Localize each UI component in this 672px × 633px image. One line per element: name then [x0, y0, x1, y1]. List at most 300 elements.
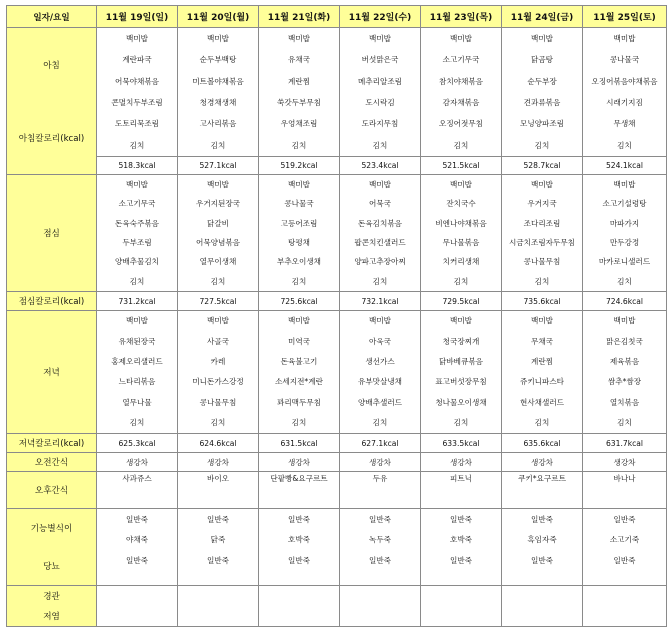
breakfast-menu-cell — [97, 28, 178, 157]
menu-item: 느타리볶음 — [118, 377, 156, 387]
menu-item: 녹두죽 — [368, 535, 391, 545]
menu-item: 참치야채볶음 — [438, 76, 483, 86]
menu-item: 카레 — [210, 357, 226, 367]
menu-item: 도라지무침 — [361, 119, 399, 129]
calorie-text: 727.5kcal — [199, 296, 237, 306]
empty-cell — [583, 586, 667, 627]
am-snack-cell — [340, 453, 421, 472]
menu-item: 쑥갓두부무침 — [276, 97, 321, 107]
menu-item: 유부맛살냉채 — [357, 377, 402, 387]
calorie-value — [421, 292, 502, 311]
diabetes-label-text: 당뇨 — [43, 562, 60, 572]
menu-item: 소세지전*계란 — [275, 377, 323, 387]
lunch-cal-label-text: 점심칼로리(kcal) — [18, 297, 85, 307]
calorie-value — [259, 292, 340, 311]
menu-item: 우엉채조림 — [280, 119, 318, 129]
lunch-menu-cell — [97, 175, 178, 292]
menu-item: 소고기무국 — [442, 55, 480, 65]
menu-item: 열치볶음 — [609, 397, 640, 407]
corner-text: 일자/요일 — [33, 12, 70, 23]
menu-item: 양배추물김치 — [114, 257, 159, 267]
empty-cell — [97, 586, 178, 627]
breakfast-menu-cell — [502, 28, 583, 157]
menu-item: 김치 — [129, 418, 145, 427]
menu-item: 청나물오이생채 — [435, 397, 487, 407]
menu-item: 일반죽 — [368, 555, 391, 565]
breakfast-cal-label-text: 아침칼로리(kcal) — [18, 133, 85, 144]
menu-item: 닭갈비 — [206, 218, 229, 228]
menu-item: 백미밥 — [206, 33, 229, 43]
pm-snack-cell — [502, 472, 583, 509]
breakfast-menu-cell — [340, 28, 421, 157]
table-row — [7, 6, 667, 28]
menu-item: 어묵야채볶음 — [114, 76, 159, 86]
menu-item: 미니돈가스강정 — [192, 377, 244, 387]
menu-item: 호박죽 — [287, 535, 310, 545]
menu-item: 백미밥 — [287, 316, 310, 326]
dinner-menu-cell — [97, 311, 178, 434]
breakfast-label-text: 아침 — [43, 60, 60, 71]
menu-item: 양파고추장아찌 — [354, 257, 406, 267]
calorie-text: 524.1kcal — [605, 161, 644, 170]
lunch-menu-cell — [421, 175, 502, 292]
breakfast-menu-cell — [259, 28, 340, 157]
am-snack-cell — [421, 453, 502, 472]
menu-item: 백미밥 — [125, 179, 148, 189]
lunch-cal-label — [7, 292, 97, 311]
meal-plan — [6, 5, 666, 627]
snack-text: 생강차 — [449, 457, 472, 467]
calorie-text: 633.5kcal — [442, 438, 480, 448]
breakfast-label — [7, 28, 97, 175]
calorie-text: 732.1kcal — [361, 296, 399, 306]
lunch-menu-cell — [178, 175, 259, 292]
menu-item: 청경채생채 — [199, 97, 237, 107]
calorie-text: 523.4kcal — [361, 161, 399, 170]
menu-item: 홍제오리샐러드 — [111, 357, 163, 367]
day-header-text: 11월 21일(화) — [267, 13, 331, 23]
menu-item: 김치 — [210, 140, 226, 150]
snack-text: 생강차 — [530, 457, 553, 467]
menu-item: 제육볶음 — [609, 357, 640, 367]
snack-text: 생강차 — [206, 457, 229, 467]
breakfast-menu-cell — [583, 28, 667, 157]
calorie-value — [421, 157, 502, 175]
menu-item: 일반죽 — [613, 555, 636, 565]
snack-text: 생강차 — [368, 457, 391, 467]
tube-label — [7, 586, 97, 627]
menu-item: 순두부장 — [527, 76, 557, 86]
menu-item: 소고기죽 — [609, 535, 640, 545]
menu-item: 닭바베큐볶음 — [438, 357, 483, 367]
menu-item: 만두강정 — [609, 237, 640, 247]
menu-item: 백미밥 — [449, 316, 472, 326]
table-row — [7, 434, 667, 453]
menu-item: 김치 — [129, 276, 145, 286]
menu-item: 콩나물국 — [609, 55, 640, 65]
menu-item: 일반죽 — [449, 555, 472, 565]
menu-item: 무생채 — [613, 119, 636, 129]
menu-item: 꽈리맥두무침 — [276, 397, 321, 407]
menu-item: 백미밥 — [287, 179, 310, 189]
day-header-text: 11월 24일(금) — [510, 13, 574, 23]
menu-item: 열무이생채 — [199, 257, 237, 267]
breakfast-menu-cell — [178, 28, 259, 157]
day-header — [421, 6, 502, 28]
menu-item: 탕평채 — [287, 237, 310, 247]
menu-item: 김치 — [534, 276, 550, 286]
dinner-menu-cell — [340, 311, 421, 434]
snack-text: 쿠키*요구르트 — [518, 474, 566, 483]
menu-item: 백미밥 — [368, 33, 391, 43]
menu-item: 호박죽 — [449, 535, 472, 545]
empty-cell — [178, 586, 259, 627]
menu-item: 견과류볶음 — [523, 97, 561, 107]
calorie-text: 635.6kcal — [523, 438, 561, 448]
menu-item: 백미밥 — [449, 179, 472, 189]
calorie-value — [178, 157, 259, 175]
calorie-value — [178, 292, 259, 311]
am-snack-cell — [97, 453, 178, 472]
pm-snack-cell — [97, 472, 178, 509]
snack-text: 생강차 — [125, 457, 148, 467]
am-snack-cell — [583, 453, 667, 472]
menu-item: 메추리알조림 — [357, 76, 402, 86]
menu-item: 청국장찌개 — [442, 336, 480, 346]
snack-text: 바나나 — [613, 474, 636, 483]
menu-item: 백미밥 — [613, 179, 636, 189]
menu-item: 도토리묵조림 — [114, 119, 159, 129]
calorie-value — [583, 157, 667, 175]
snack-text: 피트닉 — [449, 474, 472, 483]
menu-item: 쌈추*쌈장 — [607, 377, 642, 387]
low-salt-label-text: 저염 — [43, 612, 60, 622]
menu-item: 모닝양파조림 — [519, 119, 564, 129]
dinner-cal-label-text: 저녁칼로리(kcal) — [18, 439, 85, 449]
snack-text: 생강차 — [287, 457, 310, 467]
menu-item: 김치 — [453, 140, 469, 150]
calorie-value — [97, 292, 178, 311]
calorie-text: 624.6kcal — [199, 438, 237, 448]
menu-item: 치커리생채 — [442, 257, 480, 267]
menu-item: 부추오이생채 — [276, 257, 321, 267]
menu-item: 닭죽 — [210, 535, 226, 545]
menu-item: 일반죽 — [125, 555, 148, 565]
dinner-label — [7, 311, 97, 434]
menu-item: 비엔나야채볶음 — [435, 218, 487, 228]
snack-text: 사과쥬스 — [122, 474, 152, 483]
menu-item: 팝콘치킨샐러드 — [354, 237, 406, 247]
menu-item: 백미밥 — [613, 316, 636, 326]
day-header — [178, 6, 259, 28]
day-header-text: 11월 19일(일) — [105, 13, 169, 23]
menu-item: 시금치조림자두무침 — [508, 237, 576, 247]
tube-label-text: 경관 — [43, 592, 60, 602]
functional-cell — [421, 509, 502, 586]
menu-item: 김치 — [210, 276, 226, 286]
snack-text: 두유 — [372, 474, 388, 483]
menu-item: 백미밥 — [368, 316, 391, 326]
calorie-value — [583, 292, 667, 311]
table-row — [7, 453, 667, 472]
calorie-value — [421, 434, 502, 453]
menu-item: 김치 — [372, 140, 388, 150]
menu-item: 순두부백탕 — [199, 55, 237, 65]
menu-item: 어묵양념볶음 — [195, 237, 240, 247]
menu-item: 오징어볶음야채볶음 — [591, 76, 658, 86]
table-row — [7, 311, 667, 434]
menu-item: 김치 — [534, 418, 550, 427]
menu-item: 닭곰탕 — [530, 55, 553, 65]
menu-item: 백미밥 — [287, 33, 310, 43]
menu-item: 일반죽 — [287, 555, 310, 565]
snack-text: 생강차 — [613, 457, 636, 467]
menu-item: 현사채샐러드 — [519, 397, 564, 407]
menu-item: 일반죽 — [368, 514, 391, 524]
calorie-text: 731.2kcal — [118, 296, 156, 306]
calorie-text: 627.1kcal — [361, 438, 399, 448]
menu-item: 돈육김치볶음 — [357, 218, 402, 228]
calorie-text: 625.3kcal — [118, 438, 156, 448]
functional-label-text: 기능별식이 — [30, 524, 73, 534]
menu-item: 계란찜 — [530, 357, 553, 367]
table-row — [7, 157, 667, 175]
day-header — [502, 6, 583, 28]
menu-item: 일반죽 — [287, 514, 310, 524]
menu-item: 열무나물 — [122, 397, 152, 407]
functional-cell — [340, 509, 421, 586]
menu-item: 맑은김칫국 — [606, 336, 643, 346]
lunch-label — [7, 175, 97, 292]
menu-item: 백미밥 — [449, 33, 472, 43]
menu-item: 일반죽 — [125, 514, 148, 524]
menu-item: 김치 — [534, 140, 550, 150]
menu-item: 도시락김 — [365, 97, 395, 107]
menu-item: 김치 — [129, 140, 145, 150]
menu-item: 콩나물국 — [284, 199, 314, 209]
pm-snack-cell — [178, 472, 259, 509]
menu-item: 김치 — [291, 418, 307, 427]
calorie-text: 527.1kcal — [199, 161, 237, 170]
menu-item: 돈육불고기 — [280, 357, 318, 367]
menu-item: 일반죽 — [206, 555, 229, 565]
calorie-text: 631.7kcal — [605, 438, 644, 448]
empty-cell — [421, 586, 502, 627]
empty-cell — [502, 586, 583, 627]
menu-item: 두부조림 — [122, 237, 152, 247]
calorie-value — [97, 434, 178, 453]
day-header-text: 11월 23일(목) — [429, 13, 493, 23]
table-row — [7, 509, 667, 586]
pm-snack-cell — [421, 472, 502, 509]
pm-snack-label — [7, 472, 97, 509]
menu-item: 김치 — [291, 140, 307, 150]
menu-item: 유채국 — [287, 55, 310, 65]
empty-cell — [340, 586, 421, 627]
menu-item: 잔치국수 — [446, 199, 476, 209]
menu-item: 김치 — [617, 140, 632, 150]
menu-item: 콘멸치두부조림 — [111, 97, 163, 107]
lunch-menu-cell — [583, 175, 667, 292]
day-header — [340, 6, 421, 28]
menu-item: 일반죽 — [206, 514, 229, 524]
dinner-menu-cell — [259, 311, 340, 434]
functional-cell — [97, 509, 178, 586]
menu-item: 백미밥 — [125, 33, 148, 43]
menu-item: 소고기설렁탕 — [602, 199, 647, 209]
am-snack-label — [7, 453, 97, 472]
table-row — [7, 292, 667, 311]
pm-snack-cell — [340, 472, 421, 509]
day-header-text: 11월 20일(월) — [186, 13, 250, 23]
dinner-menu-cell — [583, 311, 667, 434]
menu-item: 일반죽 — [613, 514, 636, 524]
lunch-menu-cell — [340, 175, 421, 292]
table-row — [7, 28, 667, 157]
menu-item: 백미밥 — [530, 316, 553, 326]
calorie-text: 631.5kcal — [280, 438, 318, 448]
calorie-text: 729.5kcal — [442, 296, 480, 306]
day-header — [583, 6, 667, 28]
am-snack-cell — [259, 453, 340, 472]
functional-cell — [583, 509, 667, 586]
menu-item: 미역국 — [287, 336, 310, 346]
menu-item: 무나물볶음 — [442, 237, 480, 247]
day-header-text: 11월 22일(수) — [348, 13, 412, 23]
menu-item: 무채국 — [530, 336, 553, 346]
dinner-menu-cell — [178, 311, 259, 434]
menu-item: 김치 — [372, 418, 388, 427]
calorie-value — [259, 157, 340, 175]
menu-item: 고사리볶음 — [199, 119, 237, 129]
calorie-value — [502, 157, 583, 175]
menu-item: 미트볼야채볶음 — [192, 76, 244, 86]
menu-item: 콩나물무침 — [199, 397, 237, 407]
calorie-text: 724.6kcal — [605, 296, 644, 306]
menu-item: 김치 — [210, 418, 226, 427]
calorie-text: 528.7kcal — [523, 161, 561, 170]
menu-item: 야채죽 — [125, 535, 148, 545]
menu-item: 돈육숙주볶음 — [114, 218, 159, 228]
menu-item: 백미밥 — [613, 33, 636, 43]
menu-item: 마파가지 — [609, 218, 640, 228]
menu-item: 김치 — [372, 276, 388, 286]
menu-item: 표고버섯장무침 — [435, 377, 487, 387]
pm-snack-label-text: 오후간식 — [34, 486, 69, 496]
menu-item: 김치 — [617, 418, 632, 427]
calorie-text: 518.3kcal — [118, 161, 156, 170]
menu-item: 계란찜 — [287, 76, 310, 86]
calorie-value — [178, 434, 259, 453]
calorie-text: 725.6kcal — [280, 296, 318, 306]
snack-text: 바이오 — [206, 474, 229, 483]
calorie-value — [340, 434, 421, 453]
table-row — [7, 586, 667, 627]
empty-cell — [259, 586, 340, 627]
menu-item: 시래기지짐 — [606, 97, 643, 107]
functional-cell — [178, 509, 259, 586]
menu-item: 감자채볶음 — [442, 97, 480, 107]
functional-label — [7, 509, 97, 586]
am-snack-label-text: 오전간식 — [34, 458, 69, 468]
lunch-label-text: 점심 — [43, 229, 60, 239]
table-row — [7, 472, 667, 509]
calorie-value — [502, 434, 583, 453]
menu-item: 백미밥 — [530, 179, 553, 189]
functional-cell — [259, 509, 340, 586]
menu-item: 버섯맑은국 — [361, 55, 399, 65]
lunch-menu-cell — [259, 175, 340, 292]
table-row — [7, 175, 667, 292]
am-snack-cell — [502, 453, 583, 472]
calorie-text: 519.2kcal — [280, 161, 318, 170]
pm-snack-cell — [583, 472, 667, 509]
menu-item: 김치 — [453, 418, 469, 427]
menu-item: 쥬키니파스타 — [519, 377, 564, 387]
menu-item: 소고기무국 — [118, 199, 156, 209]
calorie-value — [340, 157, 421, 175]
menu-item: 생선가스 — [365, 357, 395, 367]
calorie-text: 521.5kcal — [442, 161, 480, 170]
menu-item: 일반죽 — [449, 514, 472, 524]
calorie-value — [259, 434, 340, 453]
menu-item: 백미밥 — [368, 179, 391, 189]
menu-item: 백미밥 — [530, 33, 553, 43]
menu-item: 아욱국 — [368, 336, 391, 346]
calorie-value — [502, 292, 583, 311]
menu-item: 사골국 — [206, 336, 229, 346]
lunch-menu-cell — [502, 175, 583, 292]
menu-item: 양배추샐러드 — [357, 397, 402, 407]
menu-item: 일반죽 — [530, 555, 553, 565]
menu-item: 김치 — [453, 276, 469, 286]
menu-item: 김치 — [617, 276, 632, 286]
menu-item: 고등어조림 — [280, 218, 318, 228]
calorie-text: 735.6kcal — [523, 296, 561, 306]
dinner-label-text: 저녁 — [43, 368, 60, 378]
snack-text: 단팥빵&요구르트 — [270, 474, 328, 483]
menu-item: 조다리조림 — [523, 218, 561, 228]
menu-item: 백미밥 — [206, 316, 229, 326]
menu-item: 어묵국 — [368, 199, 391, 209]
meal-table — [6, 5, 667, 627]
dinner-cal-label — [7, 434, 97, 453]
menu-item: 일반죽 — [530, 514, 553, 524]
calorie-value — [97, 157, 178, 175]
menu-item: 오징어젓무침 — [438, 119, 483, 129]
menu-item: 우거지국 — [527, 199, 557, 209]
menu-item: 계란파국 — [122, 55, 152, 65]
menu-item: 콩나물무침 — [523, 257, 561, 267]
breakfast-menu-cell — [421, 28, 502, 157]
calorie-value — [340, 292, 421, 311]
dinner-menu-cell — [421, 311, 502, 434]
pm-snack-cell — [259, 472, 340, 509]
day-header — [97, 6, 178, 28]
day-header-text: 11월 25일(토) — [593, 13, 656, 23]
functional-cell — [502, 509, 583, 586]
menu-item: 마카로니샐러드 — [598, 257, 651, 267]
menu-item: 흑임자죽 — [527, 535, 557, 545]
menu-item: 김치 — [291, 276, 307, 286]
corner-label — [7, 6, 97, 28]
am-snack-cell — [178, 453, 259, 472]
menu-item: 유채된장국 — [118, 336, 156, 346]
day-header — [259, 6, 340, 28]
menu-item: 우거지된장국 — [195, 199, 240, 209]
dinner-menu-cell — [502, 311, 583, 434]
menu-item: 백미밥 — [125, 316, 148, 326]
